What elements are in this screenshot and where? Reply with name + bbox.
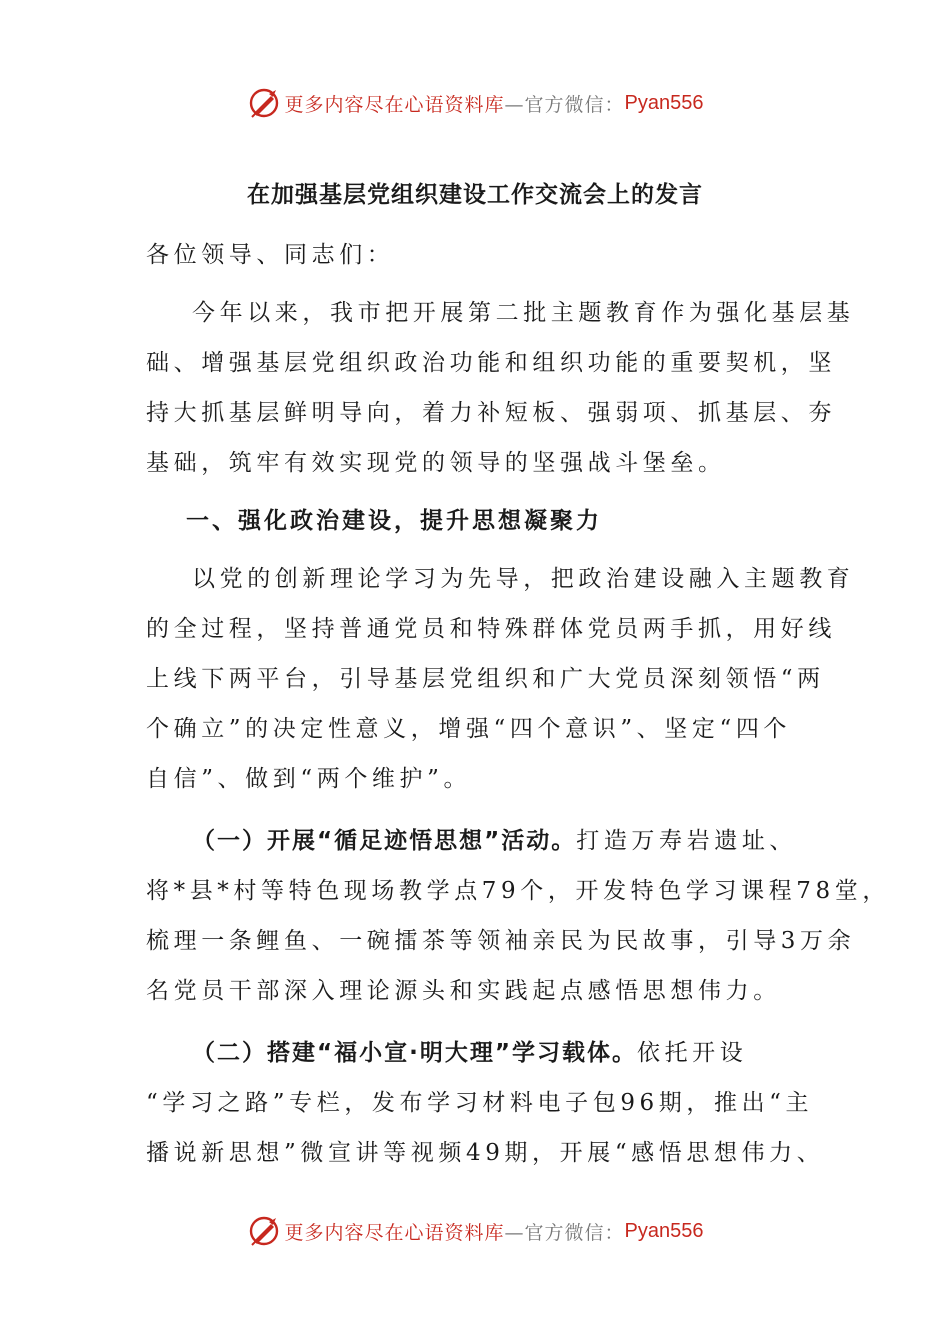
item1-line: 梳理一条鲤鱼、一碗擂茶等领袖亲民为民故事，引导3万余 — [146, 928, 856, 954]
section1-line: 上线下两平台，引导基层党组织和广大党员深刻领悟“两 — [146, 666, 825, 692]
item2-lead: （二）搭建“福小宣·明大理”学习载体。 — [192, 1040, 637, 1066]
watermark-id: Pyan556 — [624, 91, 704, 114]
item2-first-rest: 依托开设 — [636, 1040, 748, 1066]
intro-line: 基础，筑牢有效实现党的领导的坚强战斗堡垒。 — [146, 450, 726, 476]
intro-line: 础、增强基层党组织政治功能和组织功能的重要契机，坚 — [146, 350, 836, 376]
item1-line: 将*县*村等特色现场教学点79个，开发特色学习课程78堂， — [146, 878, 890, 904]
item1-line: 名党员干部深入理论源头和实践起点感悟思想伟力。 — [146, 978, 781, 1004]
document-title: 在加强基层党组织建设工作交流会上的发言 — [247, 182, 703, 208]
watermark-red-text: 更多内容尽在心语资料库 — [284, 93, 505, 116]
item1-first-line — [146, 816, 806, 866]
salutation-line: 各位领导、同志们： — [146, 242, 395, 268]
section1-paragraph — [146, 554, 855, 804]
watermark-red-text: 更多内容尽在心语资料库 — [284, 1221, 505, 1244]
item1-first-rest: 打造万寿岩遗址、 — [576, 828, 798, 854]
document-body — [146, 230, 890, 1178]
intro-line: 今年以来，我市把开展第二批主题教育作为强化基层基 — [192, 300, 855, 326]
section1-heading — [146, 496, 806, 546]
item2-paragraph — [146, 1028, 825, 1178]
watermark-banner-top — [0, 83, 950, 123]
section1-line: 的全过程，坚持普通党员和特殊群体党员两手抓，用好线 — [146, 616, 836, 642]
section1-line: 个确立”的决定性意义，增强“四个意识”、坚定“四个 — [146, 716, 792, 742]
watermark-id: Pyan556 — [624, 1219, 704, 1242]
item1-lead: （一）开展“循足迹悟思想”活动。 — [192, 828, 577, 854]
watermark-gray-text: —官方微信： — [504, 1221, 625, 1244]
item2-line: 播说新思想”微宣讲等视频49期，开展“感悟思想伟力、 — [146, 1140, 825, 1166]
salutation — [146, 230, 806, 280]
item2-line: “学习之路”专栏，发布学习材料电子包96期，推出“主 — [146, 1090, 814, 1116]
intro-line: 持大抓基层鲜明导向，着力补短板、强弱项、抓基层、夯 — [146, 400, 836, 426]
section1-line: 自信”、做到“两个维护”。 — [146, 766, 472, 792]
section1-heading-line: 一、强化政治建设，提升思想凝聚力 — [186, 508, 602, 534]
pen-logo-icon — [247, 1214, 281, 1248]
pen-logo-icon — [247, 86, 281, 120]
intro-paragraph — [146, 288, 855, 488]
item2-first-line — [146, 1028, 806, 1078]
item1-paragraph — [146, 816, 890, 1016]
section1-line: 以党的创新理论学习为先导，把政治建设融入主题教育 — [192, 566, 855, 592]
watermark-banner-bottom — [0, 1211, 950, 1251]
watermark-gray-text: —官方微信： — [504, 93, 625, 116]
